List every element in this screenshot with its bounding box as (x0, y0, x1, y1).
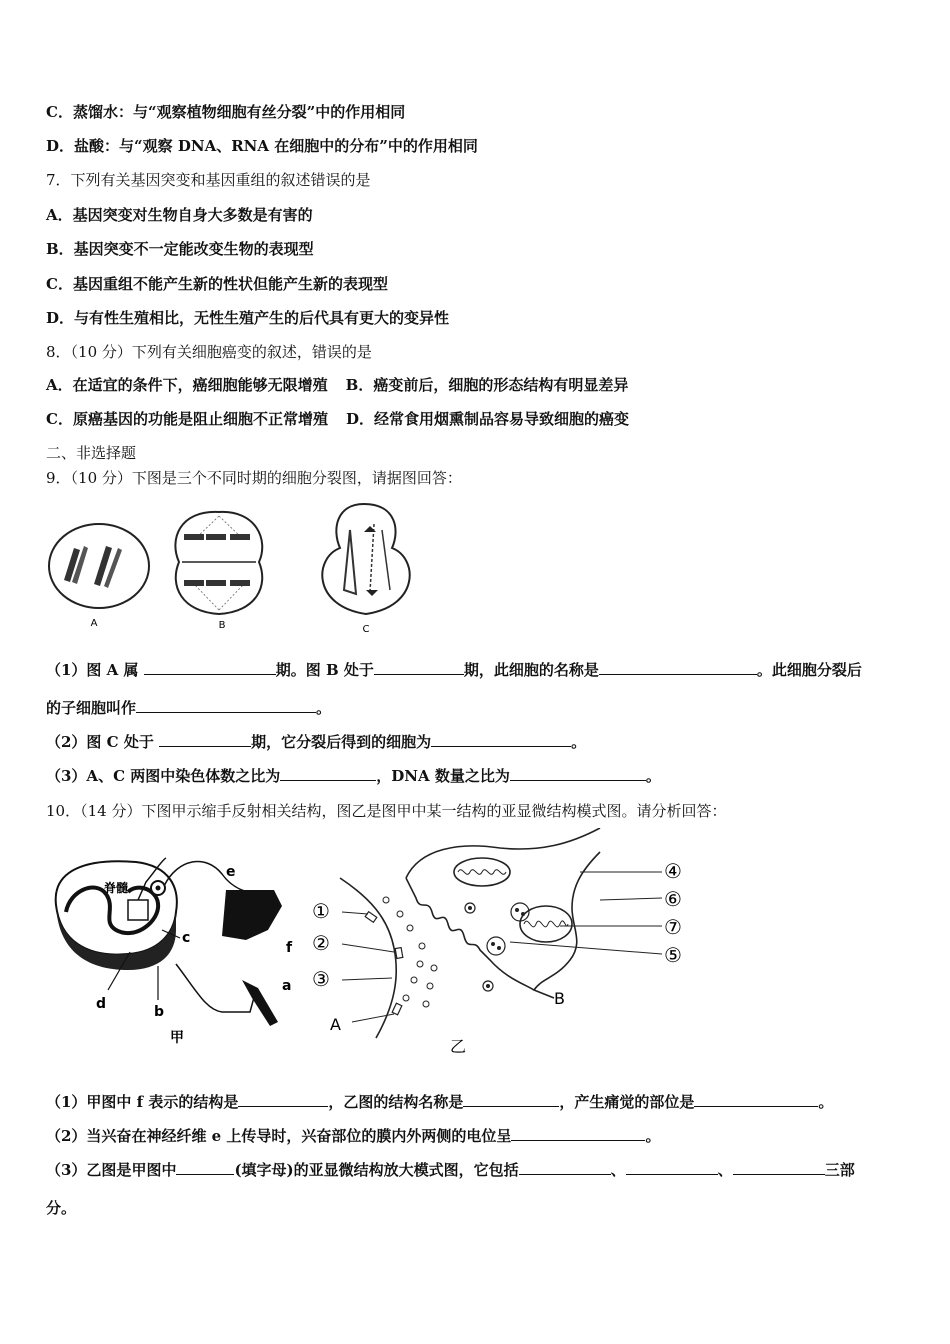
q7-option-c: C．基因重组不能产生新的性状但能产生新的表现型 (46, 275, 388, 293)
label-b: b (154, 1004, 165, 1020)
q10-stem: 10．（14 分）下图甲示缩手反射相关结构，图乙是图甲中某一结构的亚显微结构模式图。请分析回答： (46, 802, 727, 820)
q9-blank-8[interactable] (510, 766, 646, 781)
q8-options-cd (46, 409, 629, 429)
q8-stem: 8．（10 分）下列有关细胞癌变的叙述，错误的是 (46, 343, 372, 361)
label-circle-3: ③ (312, 967, 330, 991)
q8-option-a: A．在适宜的条件下，癌细胞能够无限增殖 (46, 376, 328, 394)
label-circle-1: ① (312, 899, 330, 923)
q7-option-d: D．与有性生殖相比，无性生殖产生的后代具有更大的变异性 (46, 309, 450, 327)
label-circle-4: ④ (664, 859, 682, 883)
q6-option-c: C．蒸馏水：与“观察植物细胞有丝分裂”中的作用相同 (46, 103, 406, 121)
q10-reflex-arc-figure (46, 830, 306, 1062)
q7-stem: 7．下列有关基因突变和基因重组的叙述错误的是 (46, 171, 371, 189)
q8-option-d: D．经常食用烟熏制品容易导致细胞的癌变 (345, 410, 629, 428)
q9-stem: 9．（10 分）下图是三个不同时期的细胞分裂图，请据图回答： (46, 469, 462, 487)
spinal-cord-label: 脊髓 (104, 881, 129, 895)
q10-part2: （2）当兴奋在神经纤维 e 上传导时，兴奋部位的膜内外两侧的电位呈 。 (46, 1127, 661, 1145)
q9-blank-1[interactable] (144, 660, 276, 675)
q8-options-ab (46, 375, 628, 395)
q9-blank-2[interactable] (374, 660, 464, 675)
q10-blank-6[interactable] (519, 1160, 611, 1175)
q10-synapse-figure (310, 828, 700, 1062)
label-a: a (282, 978, 292, 994)
label-letter-b: B (554, 989, 565, 1008)
cell-a-label: A (90, 618, 98, 629)
label-circle-2: ② (312, 931, 330, 955)
q10-blank-1[interactable] (238, 1092, 328, 1107)
q9-part2: （2）图 C 处于 期，它分裂后得到的细胞为 。 (46, 733, 587, 751)
cell-b (175, 512, 262, 614)
q9-blank-5[interactable] (159, 732, 251, 747)
cell-c (322, 504, 409, 614)
q9-blank-6[interactable] (431, 732, 571, 747)
label-c: c (182, 930, 191, 946)
fig-jia-caption: 甲 (170, 1030, 184, 1046)
q9-part1-line2: 的子细胞叫作 。 (46, 699, 332, 717)
q10-blank-7[interactable] (626, 1160, 718, 1175)
label-letter-a: A (330, 1015, 341, 1034)
q9-blank-7[interactable] (280, 766, 376, 781)
label-d: d (96, 996, 107, 1012)
q9-blank-4[interactable] (136, 698, 316, 713)
q7-option-b: B．基因突变不一定能改变生物的表现型 (46, 240, 314, 258)
cell-a (49, 524, 149, 608)
q9-cell-division-figure (44, 500, 424, 640)
fig-yi-caption: 乙 (450, 1037, 467, 1056)
q10-blank-2[interactable] (463, 1092, 559, 1107)
label-circle-6: ⑥ (664, 887, 682, 911)
q6-option-d: D．盐酸：与“观察 DNA、RNA 在细胞中的分布”中的作用相同 (46, 137, 478, 155)
q8-option-b: B．癌变前后，细胞的形态结构有明显差异 (345, 376, 629, 394)
cell-c-label: C (362, 624, 370, 635)
label-e: e (226, 864, 236, 880)
label-circle-5: ⑤ (664, 943, 682, 967)
q8-option-c: C．原癌基因的功能是阻止细胞不正常增殖 (46, 410, 328, 428)
q10-part1: （1）甲图中 f 表示的结构是 ，乙图的结构名称是 ，产生痛觉的部位是 。 (46, 1093, 834, 1111)
q10-blank-8[interactable] (733, 1160, 825, 1175)
q10-blank-5[interactable] (176, 1160, 234, 1175)
label-circle-7: ⑦ (664, 915, 682, 939)
cell-b-label: B (218, 620, 226, 631)
q7-option-a: A．基因突变对生物自身大多数是有害的 (46, 206, 313, 224)
q9-blank-3[interactable] (599, 660, 757, 675)
q10-blank-3[interactable] (694, 1092, 818, 1107)
q10-part3-line1: （3）乙图是甲图中 (填字母)的亚显微结构放大模式图，它包括 、 、 三部 (46, 1161, 855, 1179)
q9-part1-line1: （1）图 A 属 期。图 B 处于 期，此细胞的名称是 。此细胞分裂后 (46, 661, 862, 679)
label-f: f (286, 940, 293, 956)
q10-blank-4[interactable] (511, 1126, 645, 1141)
q9-part3: （3）A、C 两图中染色体数之比为 ，DNA 数量之比为 。 (46, 767, 661, 785)
section-heading: 二、非选择题 (46, 444, 137, 462)
q10-part3-line2: 分。 (46, 1199, 77, 1217)
